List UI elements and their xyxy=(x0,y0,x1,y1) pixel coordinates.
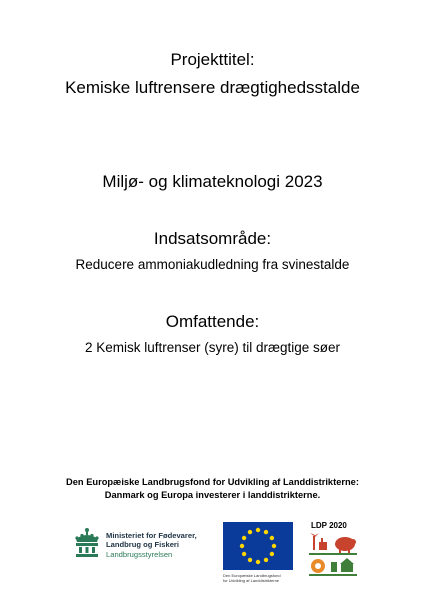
focus-area-label: Indsatsområde: xyxy=(153,229,272,248)
focus-area-value: Reducere ammoniakudledning fra svinestalde xyxy=(75,257,350,272)
agency-name: Landbrugsstyrelsen xyxy=(106,550,173,559)
eu-caption-line2: for Udvikling af Landdistrikterne xyxy=(223,578,280,583)
funding-statement-line2: Danmark og Europa investerer i landdistrikterne. xyxy=(104,490,321,500)
eu-logo xyxy=(223,522,299,584)
ministry-logo xyxy=(72,527,212,563)
scope-label: Omfattende: xyxy=(165,312,260,331)
crown-icon xyxy=(72,527,102,561)
project-title: Kemiske luftrensere drægtighedsstalde xyxy=(65,78,360,97)
scope-value: 2 Kemisk luftrenser (syre) til drægtige søer xyxy=(84,340,341,355)
ldp-title: LDP 2020 xyxy=(311,521,347,530)
eu-flag-icon xyxy=(223,522,293,570)
ldp-pictograms-icon xyxy=(309,532,357,582)
funding-statement-line1: Den Europæiske Landbrugsfond for Udvikling af Landdistrikterne: xyxy=(66,477,359,487)
eu-caption-line1: Den Europæiske Landbrugsfond xyxy=(223,573,281,578)
project-title-label: Projekttitel: xyxy=(170,50,255,69)
program-name: Miljø- og klimateknologi 2023 xyxy=(102,172,323,191)
ldp-logo xyxy=(309,521,357,583)
ministry-name-line2: Landbrug og Fiskeri xyxy=(106,540,179,549)
ministry-name-line1: Ministeriet for Fødevarer, xyxy=(106,531,197,540)
